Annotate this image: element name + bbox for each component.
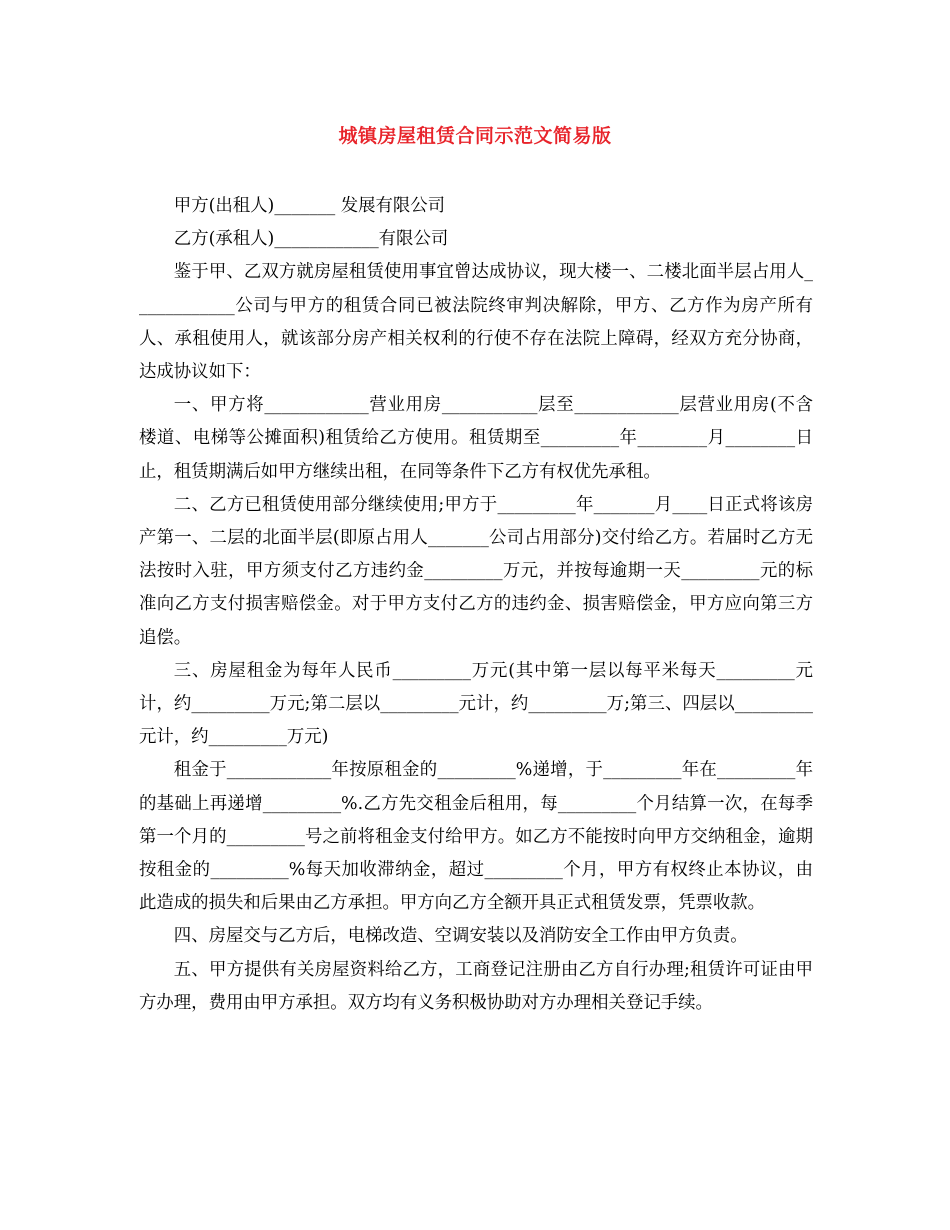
preamble-paragraph: 鉴于甲、乙双方就房屋租赁使用事宜曾达成协议，现大楼一、二楼北面半层占用人____________公司与甲方的租赁合同已被法院终审判决解除，甲方、乙方作为房产所有人、承租使用人，就该部分房产相关权利的行使不存在法院上障碍，经双方充分协商，达成协议如下： (139, 262, 813, 383)
party-b-line: 乙方(承租人)____________有限公司 (173, 229, 449, 250)
clause-4-paragraph: 四、房屋交与乙方后，电梯改造、空调安装以及消防安全工作由甲方负责。 (173, 926, 748, 947)
party-a-line: 甲方(出租人)_______ 发展有限公司 (173, 196, 446, 216)
clause-2-paragraph: 二、乙方已租赁使用部分继续使用;甲方于_________年_______月____日正式将该房产第一、二层的北面半层(即原占用人_______公司占用部分)交付给乙方。若届时乙方无法按时入驻，甲方须支付乙方违约金_________万元，并按每逾期一天_________元的标准向乙方支付损害赔偿金。对于甲方支付乙方的违约金、损害赔偿金，甲方应向第三方追偿。 (139, 494, 813, 648)
rent-terms-paragraph: 租金于____________年按原租金的_________%递增，于_________年在_________年的基础上再递增_________%.乙方先交租金后租用，每_________个月结算一次，在每季第一个月的_________号之前将租金支付给甲方。如乙方不能按时向甲方交纳租金，逾期按租金的_________%每天加收滞纳金，超过_________个月，甲方有权终止本协议，由此造成的损失和后果由乙方承担。甲方向乙方全额开具正式租赁发票，凭票收款。 (139, 760, 813, 914)
clause-5-paragraph: 五、甲方提供有关房屋资料给乙方，工商登记注册由乙方自行办理;租赁许可证由甲方办理，费用由甲方承担。双方均有义务积极协助对方办理相关登记手续。 (139, 959, 813, 1013)
clause-3-paragraph: 三、房屋租金为每年人民币_________万元(其中第一层以每平米每天_________元计，约_________万元;第二层以_________元计，约_________万;第三、四层以_________元计，约_________万元) (139, 660, 813, 748)
document-title: 城镇房屋租赁合同示范文简易版 (338, 125, 612, 147)
clause-1-paragraph: 一、甲方将____________营业用房___________层至____________层营业用房(不含楼道、电梯等公摊面积)租赁给乙方使用。租赁期至_________年________月________日止，租赁期满后如甲方继续出租，在同等条件下乙方有权优先承租。 (139, 395, 813, 482)
contract-body (139, 190, 813, 1020)
